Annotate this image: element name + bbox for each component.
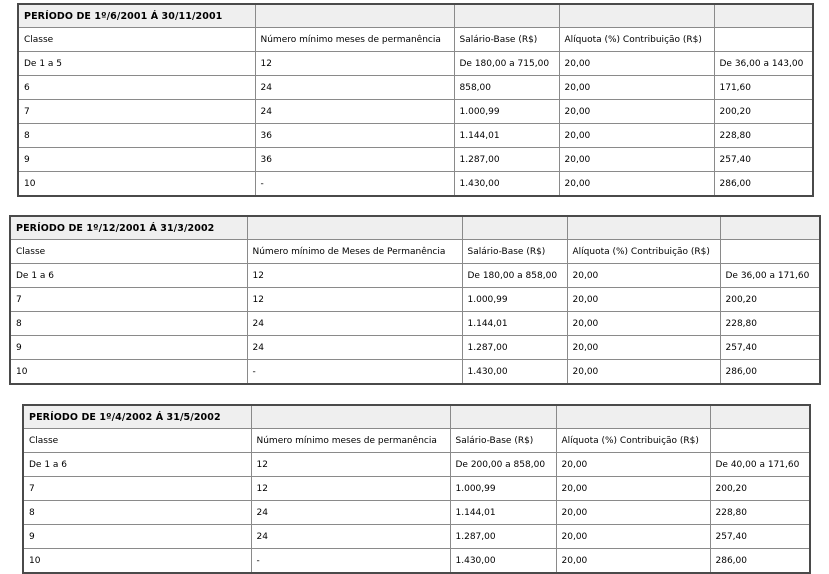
class-cell: 7 xyxy=(18,100,255,124)
header-classe: Classe xyxy=(10,240,247,264)
min-months-cell: 36 xyxy=(255,124,454,148)
contribution-cell: 286,00 xyxy=(720,360,820,385)
rate-cell: 20,00 xyxy=(556,453,710,477)
header-contribution-rate: Alíquota (%) Contribuição (R$) xyxy=(556,429,710,453)
class-cell: 10 xyxy=(18,172,255,197)
class-cell: 9 xyxy=(23,525,251,549)
min-months-cell: 12 xyxy=(247,288,462,312)
header-minimum-months: Número mínimo meses de permanência xyxy=(255,28,454,52)
header-classe: Classe xyxy=(23,429,251,453)
title-row-blank-cell xyxy=(450,405,556,429)
class-cell: 8 xyxy=(10,312,247,336)
header-minimum-months: Número mínimo meses de permanência xyxy=(251,429,450,453)
class-cell: 8 xyxy=(23,501,251,525)
base-salary-cell: 1.144,01 xyxy=(462,312,567,336)
contribution-cell: 286,00 xyxy=(714,172,813,197)
table-row xyxy=(18,172,813,197)
base-salary-cell: 1.144,01 xyxy=(450,501,556,525)
base-salary-cell: 1.287,00 xyxy=(462,336,567,360)
min-months-cell: 24 xyxy=(255,76,454,100)
header-contribution-amount xyxy=(710,429,810,453)
rate-cell: 20,00 xyxy=(556,501,710,525)
contribution-table-period-1 xyxy=(17,3,814,197)
table-title-row xyxy=(10,216,820,240)
min-months-cell: 24 xyxy=(251,525,450,549)
title-row-blank-cell xyxy=(714,4,813,28)
class-cell: 6 xyxy=(18,76,255,100)
min-months-cell: - xyxy=(247,360,462,385)
min-months-cell: 12 xyxy=(251,477,450,501)
min-months-cell: 24 xyxy=(247,336,462,360)
table-row xyxy=(10,288,820,312)
title-row-blank-cell xyxy=(454,4,559,28)
title-row-blank-cell xyxy=(251,405,450,429)
base-salary-cell: De 180,00 a 858,00 xyxy=(462,264,567,288)
rate-cell: 20,00 xyxy=(559,148,714,172)
rate-cell: 20,00 xyxy=(567,312,720,336)
min-months-cell: 24 xyxy=(255,100,454,124)
table-row xyxy=(10,264,820,288)
rate-cell: 20,00 xyxy=(559,52,714,76)
min-months-cell: 36 xyxy=(255,148,454,172)
rate-cell: 20,00 xyxy=(567,336,720,360)
min-months-cell: 12 xyxy=(247,264,462,288)
min-months-cell: - xyxy=(255,172,454,197)
table-row xyxy=(18,52,813,76)
table-title-row xyxy=(23,405,810,429)
contribution-cell: De 40,00 a 171,60 xyxy=(710,453,810,477)
rate-cell: 20,00 xyxy=(567,264,720,288)
contribution-cell: 200,20 xyxy=(710,477,810,501)
title-row-blank-cell xyxy=(247,216,462,240)
column-header-row xyxy=(18,28,813,52)
contribution-cell: 228,80 xyxy=(714,124,813,148)
contribution-cell: 228,80 xyxy=(720,312,820,336)
rate-cell: 20,00 xyxy=(567,288,720,312)
table-row xyxy=(18,124,813,148)
title-row-blank-cell xyxy=(710,405,810,429)
header-contribution-amount xyxy=(720,240,820,264)
column-header-row xyxy=(23,429,810,453)
header-base-salary: Salário-Base (R$) xyxy=(454,28,559,52)
base-salary-cell: 1.000,99 xyxy=(462,288,567,312)
table-row xyxy=(18,76,813,100)
table-row xyxy=(10,312,820,336)
title-row-blank-cell xyxy=(720,216,820,240)
base-salary-cell: De 180,00 a 715,00 xyxy=(454,52,559,76)
base-salary-cell: 1.000,99 xyxy=(450,477,556,501)
min-months-cell: 12 xyxy=(255,52,454,76)
header-minimum-months: Número mínimo de Meses de Permanência xyxy=(247,240,462,264)
min-months-cell: 24 xyxy=(251,501,450,525)
table-row xyxy=(18,148,813,172)
table-row xyxy=(23,549,810,574)
class-cell: 10 xyxy=(23,549,251,574)
table-row xyxy=(23,525,810,549)
contribution-cell: 228,80 xyxy=(710,501,810,525)
header-contribution-amount xyxy=(714,28,813,52)
min-months-cell: - xyxy=(251,549,450,574)
base-salary-cell: 1.430,00 xyxy=(454,172,559,197)
rate-cell: 20,00 xyxy=(556,549,710,574)
contribution-cell: 171,60 xyxy=(714,76,813,100)
contribution-cell: De 36,00 a 143,00 xyxy=(714,52,813,76)
period-title: PERÍODO DE 1º/4/2002 Á 31/5/2002 xyxy=(23,405,251,429)
table-row xyxy=(23,453,810,477)
table-row xyxy=(23,477,810,501)
class-cell: 9 xyxy=(18,148,255,172)
class-cell: 8 xyxy=(18,124,255,148)
rate-cell: 20,00 xyxy=(556,525,710,549)
title-row-blank-cell xyxy=(556,405,710,429)
header-contribution-rate: Alíquota (%) Contribuição (R$) xyxy=(559,28,714,52)
rate-cell: 20,00 xyxy=(567,360,720,385)
header-base-salary: Salário-Base (R$) xyxy=(462,240,567,264)
contribution-cell: 200,20 xyxy=(720,288,820,312)
rate-cell: 20,00 xyxy=(559,124,714,148)
title-row-blank-cell xyxy=(559,4,714,28)
base-salary-cell: 1.287,00 xyxy=(450,525,556,549)
base-salary-cell: 858,00 xyxy=(454,76,559,100)
base-salary-cell: 1.144,01 xyxy=(454,124,559,148)
class-cell: 9 xyxy=(10,336,247,360)
contribution-cell: 257,40 xyxy=(710,525,810,549)
class-cell: De 1 a 6 xyxy=(23,453,251,477)
rate-cell: 20,00 xyxy=(556,477,710,501)
table-title-row xyxy=(18,4,813,28)
header-contribution-rate: Alíquota (%) Contribuição (R$) xyxy=(567,240,720,264)
contribution-table-period-2 xyxy=(9,215,821,385)
min-months-cell: 24 xyxy=(247,312,462,336)
column-header-row xyxy=(10,240,820,264)
period-title: PERÍODO DE 1º/6/2001 Á 30/11/2001 xyxy=(18,4,255,28)
contribution-cell: De 36,00 a 171,60 xyxy=(720,264,820,288)
base-salary-cell: 1.287,00 xyxy=(454,148,559,172)
rate-cell: 20,00 xyxy=(559,172,714,197)
title-row-blank-cell xyxy=(255,4,454,28)
class-cell: 7 xyxy=(23,477,251,501)
table-row xyxy=(10,336,820,360)
rate-cell: 20,00 xyxy=(559,100,714,124)
contribution-cell: 257,40 xyxy=(714,148,813,172)
contribution-table-period-3 xyxy=(22,404,811,574)
contribution-cell: 257,40 xyxy=(720,336,820,360)
contribution-cell: 286,00 xyxy=(710,549,810,574)
title-row-blank-cell xyxy=(462,216,567,240)
title-row-blank-cell xyxy=(567,216,720,240)
class-cell: De 1 a 6 xyxy=(10,264,247,288)
class-cell: De 1 a 5 xyxy=(18,52,255,76)
table-row xyxy=(23,501,810,525)
table-row xyxy=(18,100,813,124)
class-cell: 10 xyxy=(10,360,247,385)
rate-cell: 20,00 xyxy=(559,76,714,100)
contribution-cell: 200,20 xyxy=(714,100,813,124)
table-row xyxy=(10,360,820,385)
header-classe: Classe xyxy=(18,28,255,52)
base-salary-cell: 1.000,99 xyxy=(454,100,559,124)
period-title: PERÍODO DE 1º/12/2001 Á 31/3/2002 xyxy=(10,216,247,240)
min-months-cell: 12 xyxy=(251,453,450,477)
base-salary-cell: De 200,00 a 858,00 xyxy=(450,453,556,477)
class-cell: 7 xyxy=(10,288,247,312)
base-salary-cell: 1.430,00 xyxy=(450,549,556,574)
base-salary-cell: 1.430,00 xyxy=(462,360,567,385)
header-base-salary: Salário-Base (R$) xyxy=(450,429,556,453)
